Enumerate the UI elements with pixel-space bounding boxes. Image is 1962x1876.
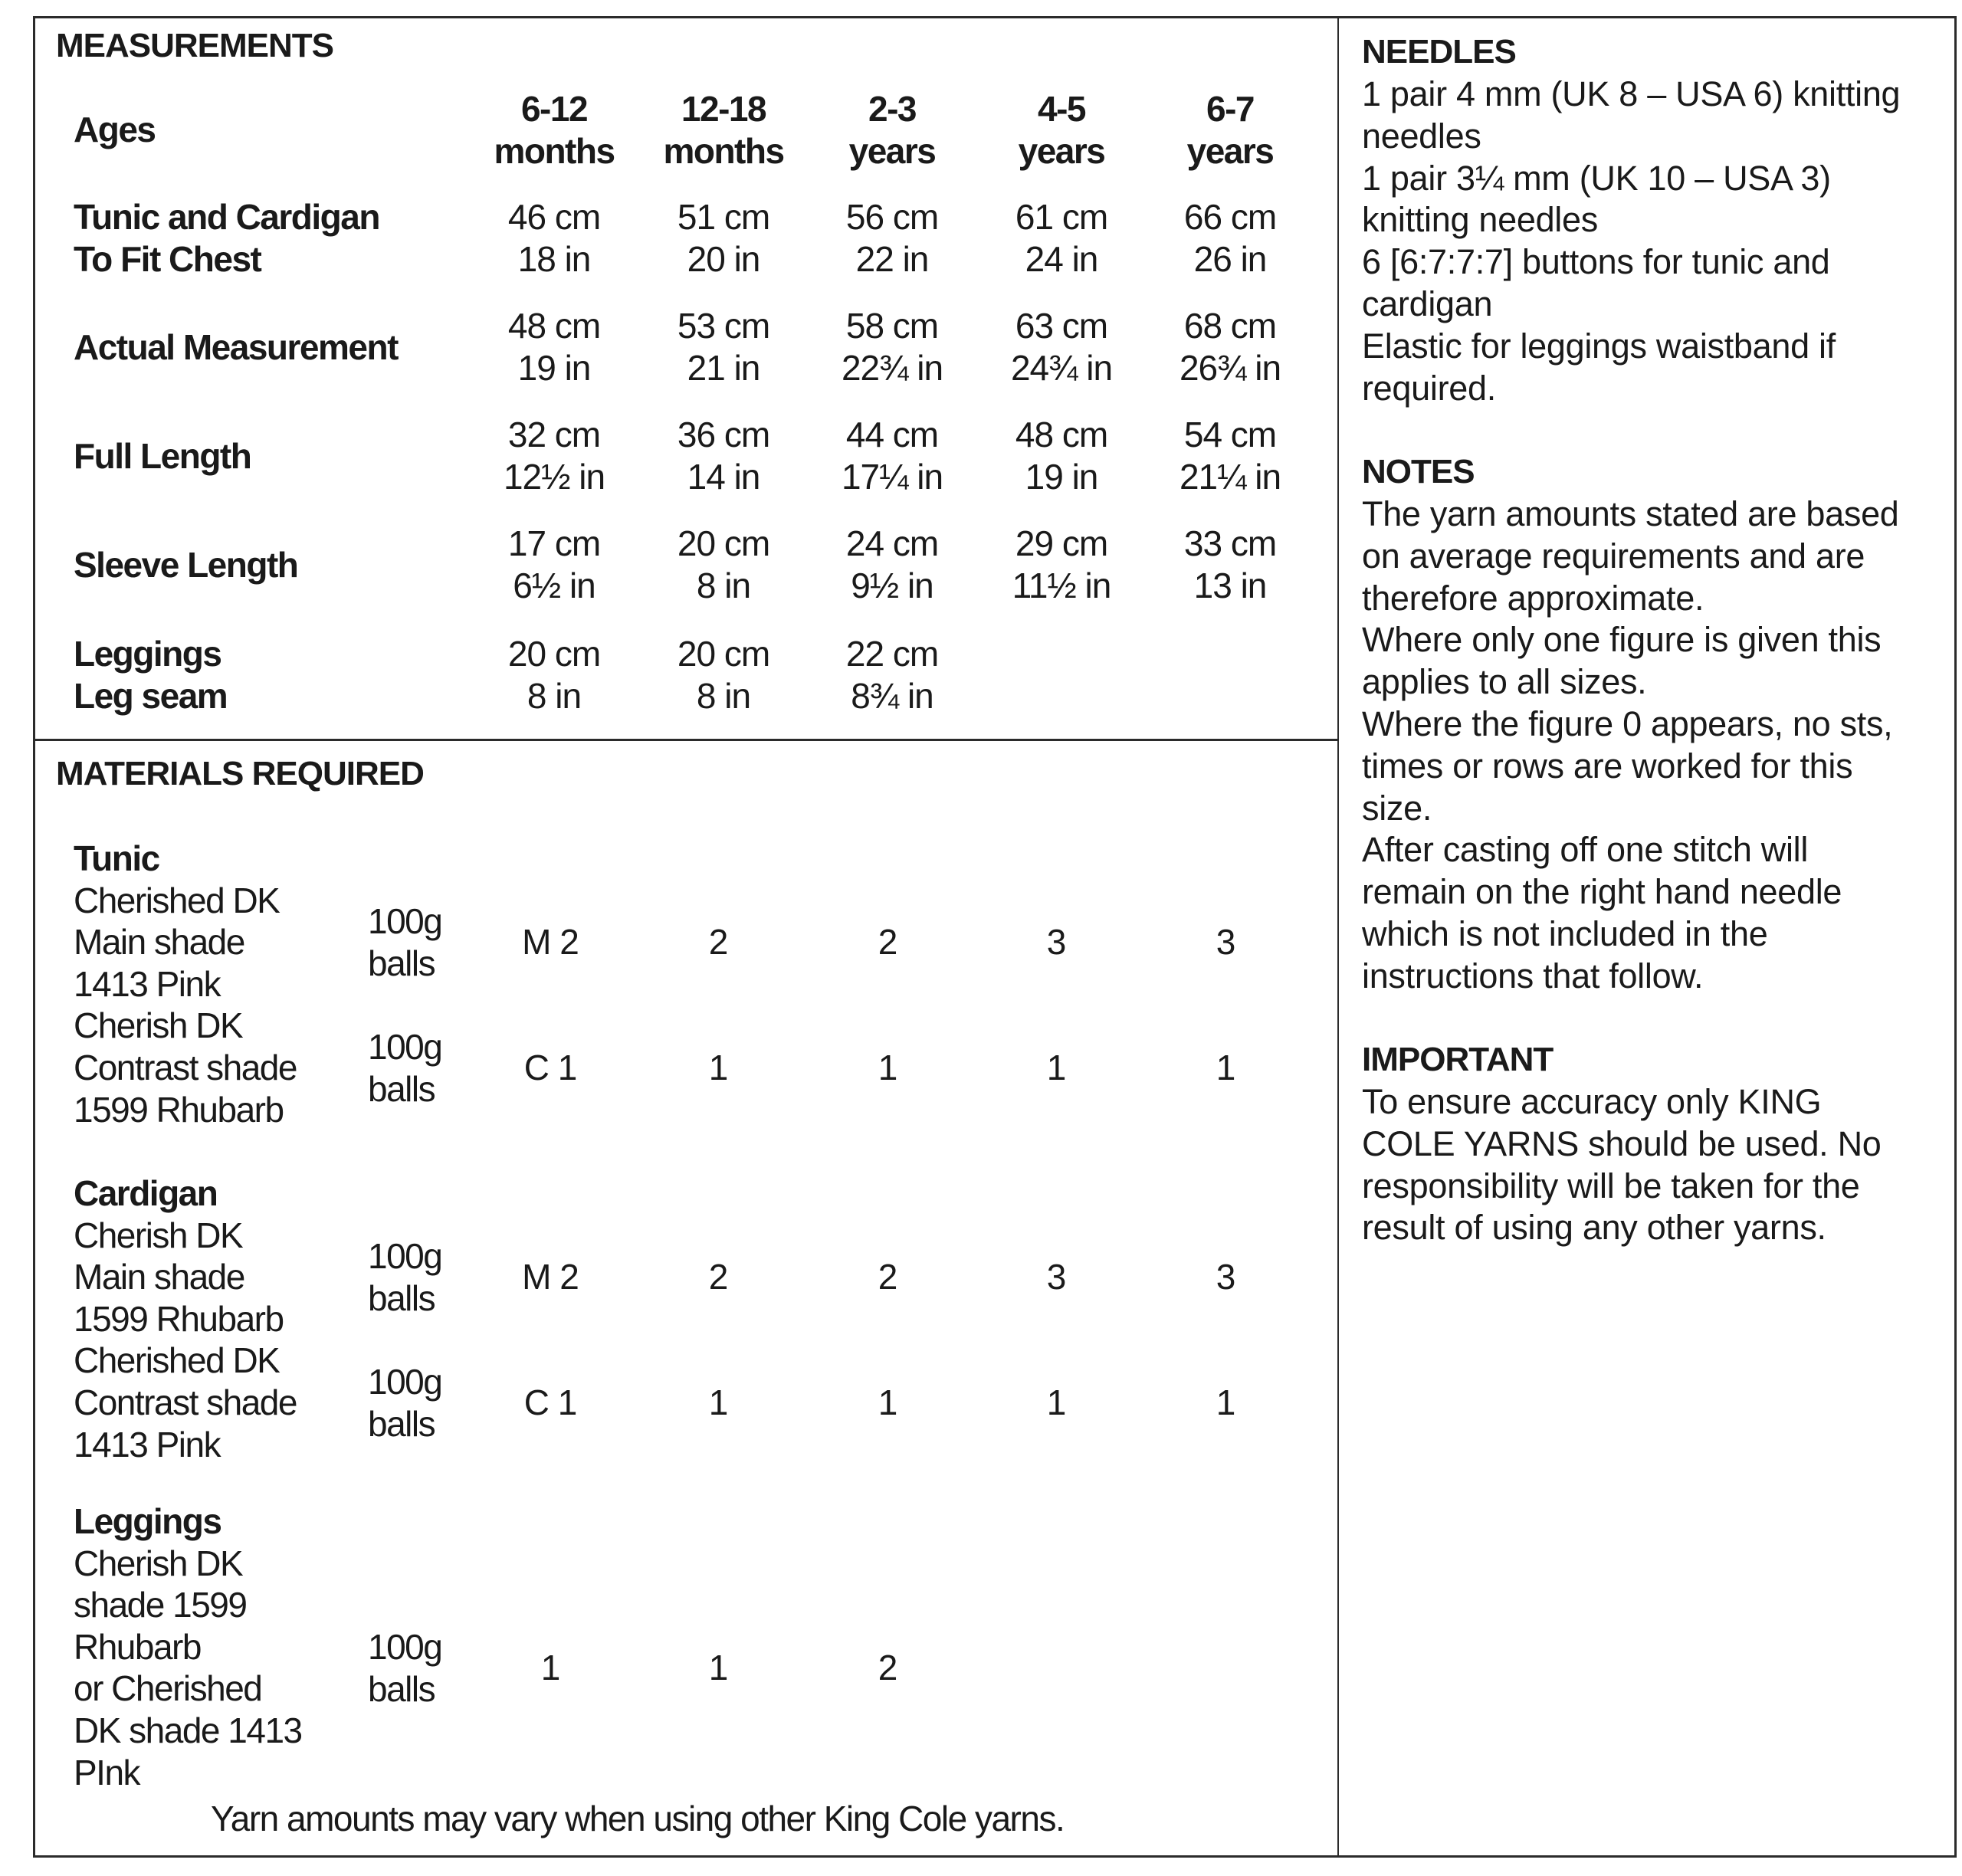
cm-value: 22 cm	[845, 634, 939, 674]
in-value: 20 in	[687, 239, 760, 279]
section-divider	[33, 739, 1338, 741]
row-label: Sleeve Length	[74, 545, 298, 585]
measurement-cell	[846, 633, 938, 717]
size-header-line2: years	[1018, 131, 1105, 171]
quantity-cell: 1	[708, 1048, 728, 1087]
cm-value: 44 cm	[845, 415, 939, 454]
size-header-line1: 2-3	[868, 89, 916, 129]
notes-line: which is not included in the	[1362, 914, 1768, 953]
needles-title: NEEDLES	[1362, 33, 1516, 71]
material-desc-line: DK shade 1413	[74, 1710, 302, 1750]
in-value: 8 in	[527, 676, 582, 716]
cm-value: 48 cm	[507, 306, 601, 346]
unit-label: balls	[368, 1278, 435, 1318]
quantity-cell: 1	[878, 1382, 897, 1422]
measurement-cell	[678, 523, 769, 607]
important-line: responsibility will be taken for the	[1362, 1166, 1860, 1205]
quantity-cell: 1	[1046, 1048, 1066, 1087]
material-desc-line: Rhubarb	[74, 1627, 201, 1667]
cm-value: 58 cm	[845, 306, 939, 346]
material-desc-line: Contrast shade	[74, 1382, 297, 1422]
quantity-cell: C 1	[523, 1382, 577, 1422]
needles-line: 1 pair 3¼ mm (UK 10 – USA 3)	[1362, 159, 1831, 198]
size-header-line1: 6-7	[1206, 89, 1254, 129]
measurement-cell	[1015, 414, 1107, 498]
material-desc-line: Main shade	[74, 1257, 244, 1297]
row-label: Leggings	[74, 634, 221, 674]
measurement-cell	[842, 414, 943, 498]
material-desc-line: or Cherished	[74, 1668, 262, 1708]
unit-label: 100g	[368, 1627, 442, 1667]
measurement-cell	[1184, 196, 1276, 280]
quantity-cell: M 2	[522, 922, 579, 962]
quantity-cell: 1	[1216, 1382, 1235, 1422]
in-value: 13 in	[1193, 566, 1267, 605]
material-desc-line: PInk	[74, 1753, 140, 1792]
quantity-cell: 3	[1046, 922, 1066, 962]
cm-value: 20 cm	[677, 523, 770, 563]
notes-line: The yarn amounts stated are based	[1362, 494, 1899, 533]
in-value: 24¾ in	[1010, 348, 1113, 388]
unit-label: 100g	[368, 1362, 442, 1402]
material-group-name: Cardigan	[74, 1173, 218, 1213]
quantity-cell: 1	[1046, 1382, 1066, 1422]
material-desc-line: Cherish DK	[74, 1543, 243, 1583]
in-value: 14 in	[687, 457, 760, 497]
notes-line: therefore approximate.	[1362, 579, 1704, 618]
measurement-cell	[1011, 305, 1112, 389]
quantity-cell: 1	[1216, 1048, 1235, 1087]
in-value: 22¾ in	[841, 348, 943, 388]
material-desc-line: 1413 Pink	[74, 1425, 221, 1464]
cm-value: 63 cm	[1015, 306, 1108, 346]
size-header	[1019, 88, 1105, 172]
in-value: 26¾ in	[1179, 348, 1281, 388]
size-header-line1: 4-5	[1038, 89, 1085, 129]
cm-value: 29 cm	[1015, 523, 1108, 563]
quantity-cell: 3	[1216, 922, 1235, 962]
in-value: 11½ in	[1012, 566, 1111, 605]
quantity-cell: 2	[708, 1257, 728, 1297]
row-label: Tunic and Cardigan	[74, 197, 379, 237]
measurements-title: MEASUREMENTS	[56, 27, 334, 64]
material-desc-line: shade 1599	[74, 1585, 247, 1625]
in-value: 19 in	[517, 348, 591, 388]
notes-line: Where only one figure is given this	[1362, 620, 1882, 659]
needles-line: knitting needles	[1362, 200, 1598, 239]
in-value: 17¼ in	[841, 457, 943, 497]
measurement-cell	[508, 523, 600, 607]
size-header-line2: years	[1186, 131, 1274, 171]
measurement-cell	[508, 196, 600, 280]
notes-line: size.	[1362, 789, 1432, 828]
size-header	[849, 88, 936, 172]
measurement-cell	[678, 196, 769, 280]
notes-title: NOTES	[1362, 453, 1475, 490]
material-desc-line: Cherish DK	[74, 1005, 243, 1045]
in-value: 12½ in	[503, 457, 605, 497]
material-desc-line: Cherished DK	[74, 1340, 280, 1380]
in-value: 8¾ in	[851, 676, 933, 716]
measurement-cell	[508, 305, 600, 389]
notes-line: on average requirements and are	[1362, 536, 1865, 576]
material-desc-line: 1413 Pink	[74, 964, 221, 1004]
materials-footer: Yarn amounts may vary when using other King Cole yarns.	[211, 1799, 1065, 1838]
cm-value: 20 cm	[507, 634, 601, 674]
cm-value: 32 cm	[507, 415, 601, 454]
in-value: 22 in	[855, 239, 929, 279]
cm-value: 66 cm	[1183, 197, 1277, 237]
important-line: result of using any other yarns.	[1362, 1208, 1826, 1247]
unit-label: balls	[368, 1669, 435, 1709]
in-value: 18 in	[517, 239, 591, 279]
size-header-line2: years	[848, 131, 936, 171]
notes-line: times or rows are worked for this	[1362, 746, 1853, 785]
measurement-cell	[1184, 523, 1276, 607]
in-value: 8 in	[696, 676, 751, 716]
measurement-cell	[846, 523, 938, 607]
quantity-cell: 3	[1046, 1257, 1066, 1297]
measurement-cell	[678, 633, 769, 717]
material-desc-line: 1599 Rhubarb	[74, 1299, 284, 1339]
in-value: 21¼ in	[1179, 457, 1281, 497]
cm-value: 51 cm	[677, 197, 770, 237]
needles-line: required.	[1362, 369, 1496, 408]
in-value: 21 in	[687, 348, 760, 388]
quantity-cell: 2	[708, 922, 728, 962]
measurement-cell	[508, 633, 600, 717]
unit-label: balls	[368, 1404, 435, 1444]
cm-value: 46 cm	[507, 197, 601, 237]
unit-label: 100g	[368, 1027, 442, 1067]
quantity-cell: 2	[878, 1648, 897, 1687]
needles-line: 1 pair 4 mm (UK 8 – USA 6) knitting	[1362, 74, 1901, 113]
cm-value: 33 cm	[1183, 523, 1277, 563]
material-desc-line: Cherish DK	[74, 1215, 243, 1255]
size-header-line2: months	[663, 131, 784, 171]
notes-line: applies to all sizes.	[1362, 662, 1647, 701]
cm-value: 36 cm	[677, 415, 770, 454]
cm-value: 54 cm	[1183, 415, 1277, 454]
quantity-cell: 2	[878, 922, 897, 962]
needles-line: cardigan	[1362, 284, 1493, 323]
measurement-cell	[1012, 523, 1111, 607]
measurement-cell	[1015, 196, 1107, 280]
cm-value: 61 cm	[1015, 197, 1108, 237]
unit-label: balls	[368, 1069, 435, 1109]
in-value: 19 in	[1025, 457, 1098, 497]
material-group-name: Leggings	[74, 1501, 221, 1541]
material-group-name: Tunic	[74, 838, 159, 878]
in-value: 6½ in	[513, 566, 595, 605]
in-value: 26 in	[1193, 239, 1267, 279]
measurement-cell	[1179, 414, 1281, 498]
quantity-cell: 2	[878, 1257, 897, 1297]
important-line: To ensure accuracy only KING	[1362, 1082, 1822, 1121]
column-divider	[1337, 16, 1339, 1858]
row-label: Actual Measurement	[74, 327, 398, 367]
size-header-line2: months	[494, 131, 615, 171]
cm-value: 20 cm	[677, 634, 770, 674]
measurement-cell	[842, 305, 943, 389]
cm-value: 68 cm	[1183, 306, 1277, 346]
size-header-line1: 12-18	[681, 89, 766, 129]
important-line: COLE YARNS should be used. No	[1362, 1124, 1882, 1163]
unit-label: 100g	[368, 901, 442, 941]
cm-value: 53 cm	[677, 306, 770, 346]
row-label-2: Leg seam	[74, 676, 228, 716]
quantity-cell: 1	[878, 1048, 897, 1087]
cm-value: 24 cm	[845, 523, 939, 563]
row-label-2: To Fit Chest	[74, 239, 261, 279]
unit-label: 100g	[368, 1236, 442, 1276]
material-desc-line: Main shade	[74, 922, 244, 962]
quantity-cell: 1	[540, 1648, 560, 1687]
cm-value: 48 cm	[1015, 415, 1108, 454]
quantity-cell: 1	[708, 1648, 728, 1687]
measurement-cell	[678, 414, 769, 498]
notes-line: Where the figure 0 appears, no sts,	[1362, 704, 1893, 743]
ages-label: Ages	[74, 110, 156, 149]
size-header-line1: 6-12	[520, 89, 588, 129]
in-value: 9½ in	[851, 566, 933, 605]
material-desc-line: Contrast shade	[74, 1048, 297, 1087]
materials-title: MATERIALS REQUIRED	[56, 755, 424, 792]
cm-value: 56 cm	[845, 197, 939, 237]
quantity-cell: 3	[1216, 1257, 1235, 1297]
important-title: IMPORTANT	[1362, 1041, 1554, 1078]
unit-label: balls	[368, 943, 435, 983]
measurement-cell	[504, 414, 605, 498]
material-desc-line: 1599 Rhubarb	[74, 1090, 284, 1130]
measurement-cell	[846, 196, 938, 280]
notes-line: After casting off one stitch will	[1362, 830, 1809, 869]
notes-line: remain on the right hand needle	[1362, 872, 1842, 911]
in-value: 8 in	[696, 566, 751, 605]
row-label: Full Length	[74, 436, 251, 476]
cm-value: 17 cm	[507, 523, 601, 563]
quantity-cell: 1	[708, 1382, 728, 1422]
notes-line: instructions that follow.	[1362, 956, 1704, 995]
needles-line: 6 [6:7:7:7] buttons for tunic and	[1362, 242, 1830, 281]
measurement-cell	[1179, 305, 1281, 389]
in-value: 24 in	[1025, 239, 1098, 279]
size-header	[1187, 88, 1274, 172]
needles-line: Elastic for leggings waistband if	[1362, 326, 1836, 366]
quantity-cell: M 2	[522, 1257, 579, 1297]
size-header	[663, 88, 783, 172]
needles-line: needles	[1362, 116, 1481, 156]
measurement-cell	[678, 305, 769, 389]
size-header	[494, 88, 614, 172]
quantity-cell: C 1	[523, 1048, 577, 1087]
material-desc-line: Cherished DK	[74, 881, 280, 920]
